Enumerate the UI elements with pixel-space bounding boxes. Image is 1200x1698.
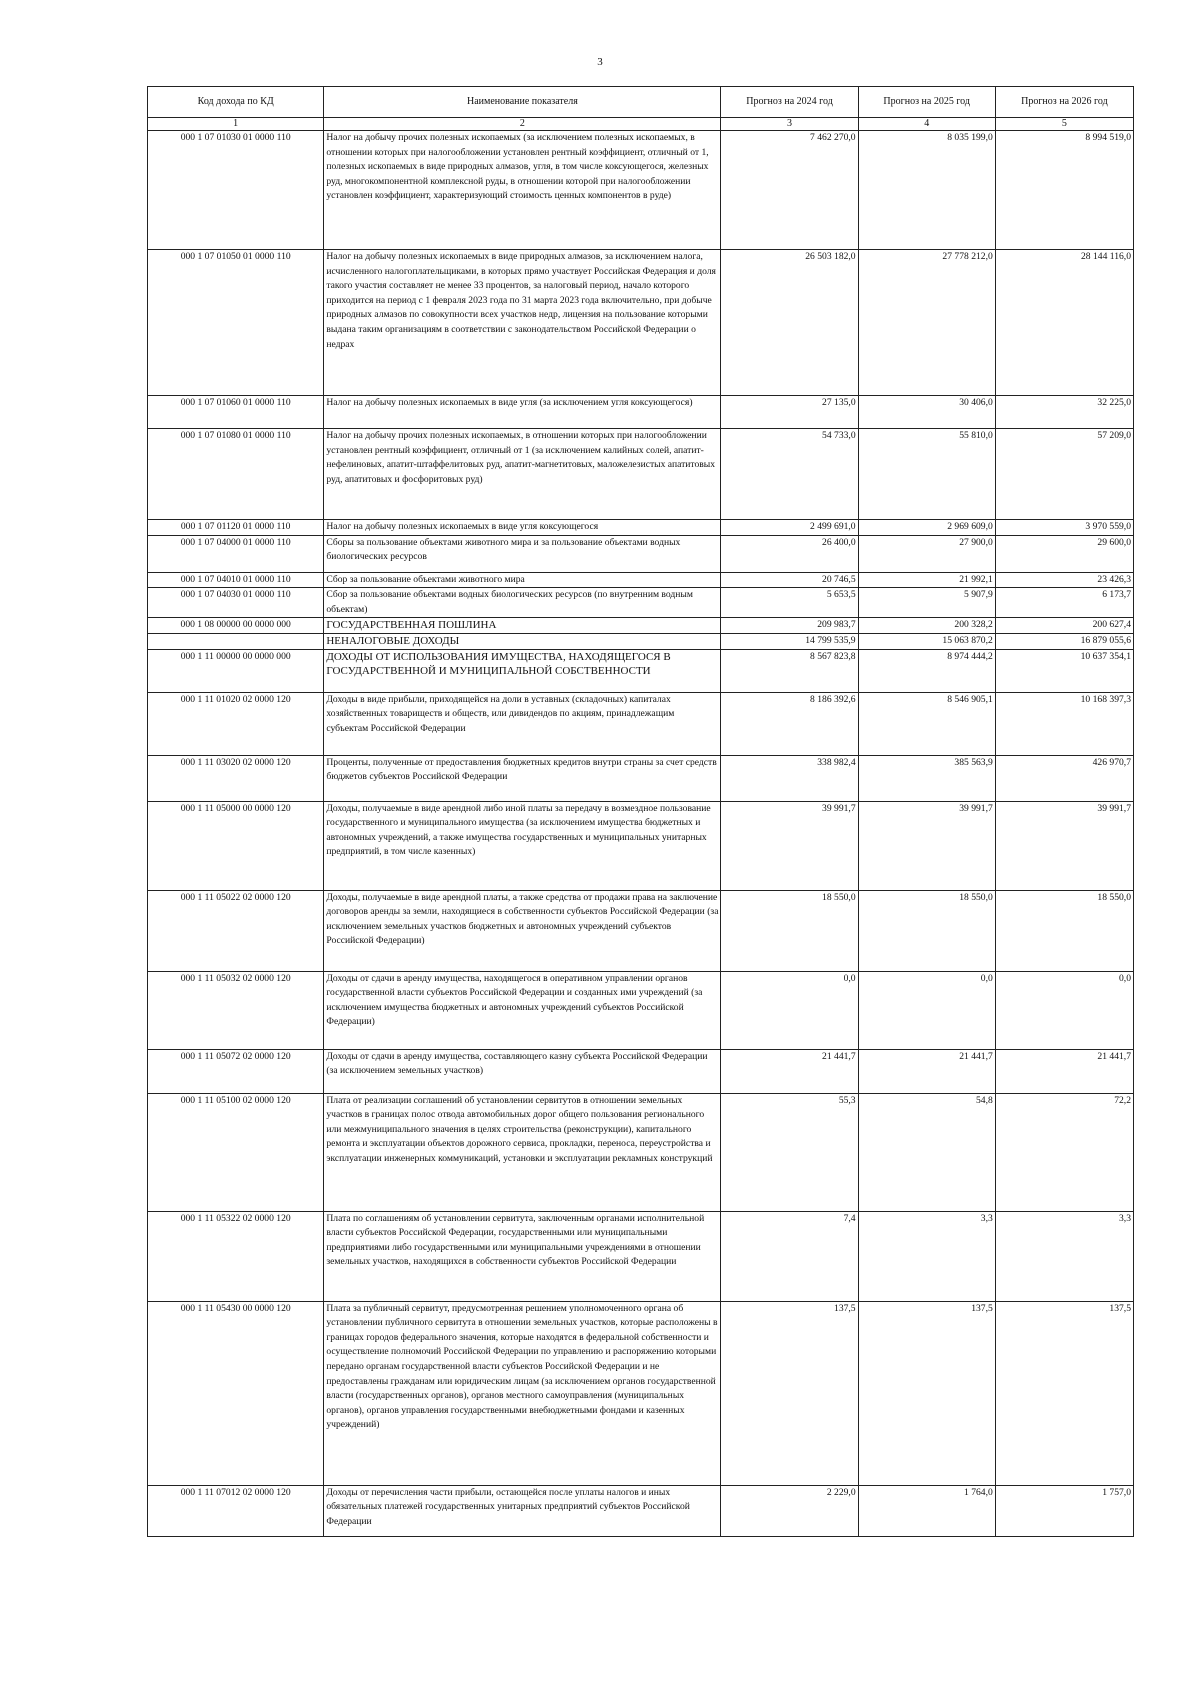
indicator-name: Плата от реализации соглашений об установлении сервитутов в отношении земельных участков в границах полос отвода автомобильных дорог общего пользования регионального или межмуниципального значения в целях строительства (реконструкции), капитального ремонта и эксплуатации объектов дорожного сервиса, прокладки, переноса, переустройства и эксплуатации инженерных коммуникаций, установки и эксплуатации рекламных конструкций	[324, 1093, 721, 1211]
forecast-2026: 3 970 559,0	[995, 520, 1133, 536]
income-code: 000 1 11 05032 02 0000 120	[148, 971, 324, 1049]
table-row	[148, 572, 1134, 588]
income-code: 000 1 07 04030 01 0000 110	[148, 588, 324, 618]
income-code: 000 1 11 05072 02 0000 120	[148, 1049, 324, 1093]
indicator-name: Доходы, получаемые в виде арендной платы, а также средства от продажи права на заключение договоров аренды за земли, находящиеся в собственности субъектов Российской Федерации (за исключением земельных участков бюджетных и автономных учреждений субъектов Российской Федерации)	[324, 890, 721, 971]
indicator-name: Налог на добычу полезных ископаемых в виде природных алмазов, за исключением налога, исчисленного налогоплательщиками, в которых прямо участвует Российская Федерация и доля такого участия составляет не менее 33 процентов, за налоговый период, начало которого приходится на период с 1 февраля 2023 года по 31 марта 2023 года включительно, при добыче природных алмазов по совокупности всех участков недр, лицензия на пользование которыми выдана таким организациям в соответствии с законодательством Российской Федерации о недрах	[324, 250, 721, 396]
forecast-2024: 20 746,5	[721, 572, 858, 588]
forecast-2025: 27 778 212,0	[858, 250, 995, 396]
forecast-2024: 5 653,5	[721, 588, 858, 618]
forecast-2026: 21 441,7	[995, 1049, 1133, 1093]
indicator-name: Налог на добычу полезных ископаемых в виде угля (за исключением угля коксующегося)	[324, 396, 721, 429]
table-row	[148, 588, 1134, 618]
forecast-2025: 2 969 609,0	[858, 520, 995, 536]
forecast-2024: 0,0	[721, 971, 858, 1049]
indicator-name: Сборы за пользование объектами животного мира и за пользование объектами водных биологических ресурсов	[324, 535, 721, 572]
indicator-name: Налог на добычу прочих полезных ископаемых (за исключением полезных ископаемых, в отношении которых при налогообложении установлен рентный коэффициент, отличный от 1, полезных ископаемых в виде природных алмазов, угля, в том числе коксующегося, железных руд, многокомпонентной комплексной руды, в отношении которой при налогообложении установлен коэффициент, характеризующий стоимость ценных компонентов в руде)	[324, 131, 721, 250]
income-code: 000 1 11 05022 02 0000 120	[148, 890, 324, 971]
forecast-2026: 6 173,7	[995, 588, 1133, 618]
forecast-2024: 54 733,0	[721, 429, 858, 520]
forecast-2024: 21 441,7	[721, 1049, 858, 1093]
indicator-name: Сбор за пользование объектами животного мира	[324, 572, 721, 588]
income-code: 000 1 11 00000 00 0000 000	[148, 649, 324, 692]
income-code: 000 1 11 05100 02 0000 120	[148, 1093, 324, 1211]
income-code: 000 1 11 05322 02 0000 120	[148, 1211, 324, 1301]
forecast-2026: 10 168 397,3	[995, 692, 1133, 755]
forecast-2025: 5 907,9	[858, 588, 995, 618]
indicator-name: Доходы от сдачи в аренду имущества, находящегося в оперативном управлении органов государственной власти субъектов Российской Федерации и созданных ими учреждений (за исключением имущества бюджетных и автономных учреждений субъектов Российской Федерации)	[324, 971, 721, 1049]
table-row	[148, 801, 1134, 890]
income-code	[148, 633, 324, 649]
column-number: 3	[721, 118, 858, 131]
table-row	[148, 1301, 1134, 1485]
income-code: 000 1 11 05000 00 0000 120	[148, 801, 324, 890]
table-row	[148, 692, 1134, 755]
header-2026: Прогноз на 2026 год	[995, 87, 1133, 118]
forecast-2025: 27 900,0	[858, 535, 995, 572]
forecast-2026: 32 225,0	[995, 396, 1133, 429]
indicator-name: Плата по соглашениям об установлении сервитута, заключенным органами исполнительной власти субъектов Российской Федерации, государственными или муниципальными предприятиями либо государственными или муниципальными учреждениями в отношении земельных участков, находящихся в собственности субъектов Российской Федерации	[324, 1211, 721, 1301]
forecast-2026: 200 627,4	[995, 618, 1133, 634]
table-row	[148, 1211, 1134, 1301]
income-code: 000 1 07 01050 01 0000 110	[148, 250, 324, 396]
indicator-name: Доходы, получаемые в виде арендной либо иной платы за передачу в возмездное пользование государственного и муниципального имущества (за исключением имущества бюджетных и автономных учреждений, а также имущества государственных и муниципальных унитарных предприятий, в том числе казенных)	[324, 801, 721, 890]
forecast-2026: 426 970,7	[995, 755, 1133, 801]
forecast-2024: 26 400,0	[721, 535, 858, 572]
forecast-2025: 30 406,0	[858, 396, 995, 429]
table-row	[148, 1093, 1134, 1211]
forecast-2026: 0,0	[995, 971, 1133, 1049]
income-code: 000 1 11 01020 02 0000 120	[148, 692, 324, 755]
forecast-2024: 8 186 392,6	[721, 692, 858, 755]
income-code: 000 1 11 07012 02 0000 120	[148, 1485, 324, 1536]
column-number: 2	[324, 118, 721, 131]
column-number: 1	[148, 118, 324, 131]
forecast-2024: 7 462 270,0	[721, 131, 858, 250]
income-code: 000 1 11 03020 02 0000 120	[148, 755, 324, 801]
income-code: 000 1 08 00000 00 0000 000	[148, 618, 324, 634]
column-number-row	[148, 118, 1134, 131]
header-name: Наименование показателя	[324, 87, 721, 118]
forecast-2025: 8 546 905,1	[858, 692, 995, 755]
table-row	[148, 131, 1134, 250]
indicator-name: Налог на добычу прочих полезных ископаемых, в отношении которых при налогообложении установлен рентный коэффициент, отличный от 1 (за исключением калийных солей, апатит-нефелиновых, апатит-штаффелитовых руд, апатит-магнетитовых, маложелезистых апатитовых руд, апатитовых и фосфоритовых руд)	[324, 429, 721, 520]
header-code: Код дохода по КД	[148, 87, 324, 118]
forecast-2026: 8 994 519,0	[995, 131, 1133, 250]
indicator-name: Доходы от сдачи в аренду имущества, составляющего казну субъекта Российской Федерации (за исключением земельных участков)	[324, 1049, 721, 1093]
forecast-2026: 18 550,0	[995, 890, 1133, 971]
forecast-2025: 1 764,0	[858, 1485, 995, 1536]
forecast-2025: 55 810,0	[858, 429, 995, 520]
table-row	[148, 618, 1134, 634]
indicator-name: Налог на добычу полезных ископаемых в виде угля коксующегося	[324, 520, 721, 536]
forecast-2025: 21 441,7	[858, 1049, 995, 1093]
forecast-2025: 54,8	[858, 1093, 995, 1211]
forecast-2025: 385 563,9	[858, 755, 995, 801]
income-code: 000 1 07 01080 01 0000 110	[148, 429, 324, 520]
indicator-name: ГОСУДАРСТВЕННАЯ ПОШЛИНА	[324, 618, 721, 634]
forecast-2026: 39 991,7	[995, 801, 1133, 890]
forecast-2025: 3,3	[858, 1211, 995, 1301]
forecast-2026: 72,2	[995, 1093, 1133, 1211]
forecast-2024: 39 991,7	[721, 801, 858, 890]
page-number: 3	[597, 56, 603, 68]
header-2025: Прогноз на 2025 год	[858, 87, 995, 118]
column-number: 5	[995, 118, 1133, 131]
forecast-2024: 26 503 182,0	[721, 250, 858, 396]
forecast-2026: 137,5	[995, 1301, 1133, 1485]
indicator-name: ДОХОДЫ ОТ ИСПОЛЬЗОВАНИЯ ИМУЩЕСТВА, НАХОДЯЩЕГОСЯ В ГОСУДАРСТВЕННОЙ И МУНИЦИПАЛЬНОЙ СОБСТВЕННОСТИ	[324, 649, 721, 692]
forecast-2025: 8 974 444,2	[858, 649, 995, 692]
income-code: 000 1 07 01030 01 0000 110	[148, 131, 324, 250]
income-code: 000 1 07 01120 01 0000 110	[148, 520, 324, 536]
forecast-2024: 209 983,7	[721, 618, 858, 634]
forecast-2025: 39 991,7	[858, 801, 995, 890]
forecast-2026: 16 879 055,6	[995, 633, 1133, 649]
forecast-2026: 28 144 116,0	[995, 250, 1133, 396]
forecast-2024: 2 499 691,0	[721, 520, 858, 536]
table-row	[148, 429, 1134, 520]
forecast-2024: 55,3	[721, 1093, 858, 1211]
income-code: 000 1 07 04010 01 0000 110	[148, 572, 324, 588]
forecast-2026: 29 600,0	[995, 535, 1133, 572]
forecast-2026: 57 209,0	[995, 429, 1133, 520]
forecast-2025: 137,5	[858, 1301, 995, 1485]
forecast-2024: 27 135,0	[721, 396, 858, 429]
indicator-name: Доходы в виде прибыли, приходящейся на доли в уставных (складочных) капиталах хозяйственных товариществ и обществ, или дивидендов по акциям, принадлежащим субъектам Российской Федерации	[324, 692, 721, 755]
table-row	[148, 396, 1134, 429]
income-code: 000 1 07 01060 01 0000 110	[148, 396, 324, 429]
income-code: 000 1 07 04000 01 0000 110	[148, 535, 324, 572]
forecast-2025: 0,0	[858, 971, 995, 1049]
table-row	[148, 520, 1134, 536]
forecast-2025: 18 550,0	[858, 890, 995, 971]
indicator-name: Сбор за пользование объектами водных биологических ресурсов (по внутренним водным объектам)	[324, 588, 721, 618]
table-row	[148, 755, 1134, 801]
forecast-2024: 137,5	[721, 1301, 858, 1485]
table-row	[148, 633, 1134, 649]
forecast-2026: 1 757,0	[995, 1485, 1133, 1536]
indicator-name: НЕНАЛОГОВЫЕ ДОХОДЫ	[324, 633, 721, 649]
income-code: 000 1 11 05430 00 0000 120	[148, 1301, 324, 1485]
table-row	[148, 890, 1134, 971]
table-header-row	[148, 87, 1134, 118]
forecast-2024: 338 982,4	[721, 755, 858, 801]
forecast-2024: 18 550,0	[721, 890, 858, 971]
forecast-2024: 8 567 823,8	[721, 649, 858, 692]
forecast-2026: 23 426,3	[995, 572, 1133, 588]
header-2024: Прогноз на 2024 год	[721, 87, 858, 118]
indicator-name: Плата за публичный сервитут, предусмотренная решением уполномоченного органа об установлении публичного сервитута в отношении земельных участков, которые расположены в границах городов федерального значения, которые находятся в федеральной собственности и осуществление полномочий Российской Федерации по управлению и распоряжению которыми передано органам государственной власти субъектов Российской Федерации и не предоставлены гражданам или юридическим лицам (за исключением органов государственной власти (государственных органов), органов местного самоуправления (муниципальных органов), органов управления государственными внебюджетными фондами и казенных учреждений)	[324, 1301, 721, 1485]
table-row	[148, 971, 1134, 1049]
forecast-2024: 14 799 535,9	[721, 633, 858, 649]
table-row	[148, 649, 1134, 692]
forecast-2024: 2 229,0	[721, 1485, 858, 1536]
forecast-2026: 10 637 354,1	[995, 649, 1133, 692]
table-row	[148, 1049, 1134, 1093]
forecast-2025: 200 328,2	[858, 618, 995, 634]
forecast-2025: 21 992,1	[858, 572, 995, 588]
revenue-forecast-table	[147, 86, 1134, 1537]
forecast-2025: 8 035 199,0	[858, 131, 995, 250]
table-row	[148, 1485, 1134, 1536]
table-row	[148, 250, 1134, 396]
forecast-2024: 7,4	[721, 1211, 858, 1301]
indicator-name: Проценты, полученные от предоставления бюджетных кредитов внутри страны за счет средств бюджетов субъектов Российской Федерации	[324, 755, 721, 801]
forecast-2026: 3,3	[995, 1211, 1133, 1301]
indicator-name: Доходы от перечисления части прибыли, остающейся после уплаты налогов и иных обязательных платежей государственных унитарных предприятий субъектов Российской Федерации	[324, 1485, 721, 1536]
table-row	[148, 535, 1134, 572]
column-number: 4	[858, 118, 995, 131]
forecast-2025: 15 063 870,2	[858, 633, 995, 649]
